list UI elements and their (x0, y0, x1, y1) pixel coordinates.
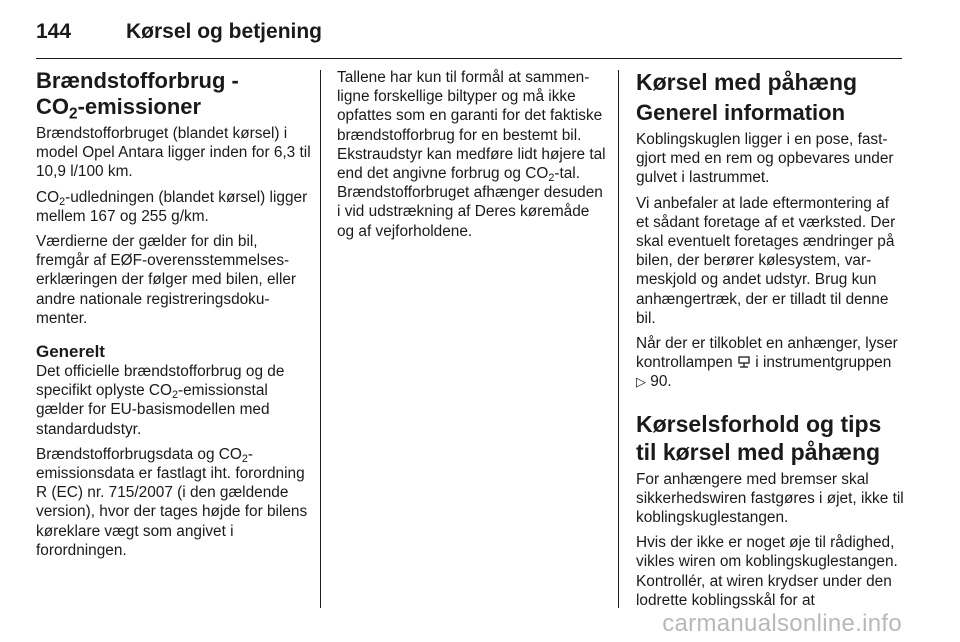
column-3 (636, 68, 904, 616)
column-divider-2 (618, 70, 619, 608)
heading-fuel-consumption: Brændstofforbrug - $CO_2$-emissioner (36, 68, 239, 123)
header-rule (36, 58, 902, 59)
heading-towing-tips: Kørselsforhold og tips til kørsel med påhæng (636, 410, 882, 465)
paragraph: Brændstofforbrugsdata og $CO_2$-emissionsdata er fastlagt iht. forordning R (EC) nr. 715/2007 (i den gældende version), hvor der tages højde for bilens køreklare vægt som angivet i forordningen. (36, 445, 308, 559)
trailer-lamp-icon (737, 355, 751, 369)
page-number: 144 (36, 20, 72, 43)
column-2 (337, 68, 607, 247)
heading-general-information: Generel information (636, 100, 846, 125)
column-1 (36, 68, 312, 566)
paragraph: Vi anbefaler at lade eftermontering af et sådant foretage af et værksted. Der skal eventuelt foretages ændringer på bilen, der berører kølesystem, varmeskjold og andet udstyr. Brug kun anhængertræk, der er tilladt til denne bil. (636, 194, 896, 327)
paragraph: Når der er tilkoblet en anhænger, lyser kontrollampen i instrumentgruppen ▷ 90. (636, 335, 898, 391)
paragraph: $CO_2$-udledningen (blandet kørsel) ligger mellem 167 og 255 g/km. (36, 188, 308, 225)
page-header (36, 14, 322, 50)
paragraph: For anhængere med bremser skal sikkerhedswiren fastgøres i øjet, ikke til koblingskuglestangen. (636, 470, 904, 527)
paragraph: Værdierne der gælder for din bil, fremgår af EØF-overensstemmelseserklæringen der følger med bilen, eller andre nationale registreringsdokumenter. (36, 233, 297, 327)
heading-towing: Kørsel med påhæng (636, 69, 858, 95)
column-divider-1 (320, 70, 321, 608)
paragraph: Tallene har kun til formål at sammenligne forskellige biltyper og må ikke opfattes som en garanti for det faktiske brændstofforbrug for en bestemt bil. Ekstraudstyr kan medføre lidt højere tal end det angivne forbrug og $CO_2$-tal. Brændstofforbruget afhænger desuden i vid udstrækning af Deres køremåde og af vejforholdene. (337, 69, 606, 240)
watermark: carmanualsonline.info (662, 610, 902, 637)
page-reference-link[interactable]: 90. (650, 373, 672, 391)
running-title: Kørsel og betjening (126, 20, 323, 43)
heading-general: Generelt (36, 342, 105, 362)
paragraph: Det officielle brændstofforbrug og de specifikt oplyste $CO_2$-emissionstal gælder for EU-basismodellen med standardudstyr. (36, 363, 285, 438)
paragraph: Koblingskuglen ligger i en pose, fastgjort med en rem og opbevares under gulvet i lastrummet. (636, 131, 894, 187)
paragraph: Brændstofforbruget (blandet kørsel) i model Opel Antara ligger inden for 6,3 til 10,9 l/100 km. (36, 125, 311, 181)
page-reference-arrow-icon: ▷ (636, 374, 646, 390)
paragraph: Hvis der ikke er noget øje til rådighed, vikles wiren om koblingskuglestangen. Kontrollér, at wiren krydser under den lodrette koblingsskål for at (636, 534, 898, 609)
